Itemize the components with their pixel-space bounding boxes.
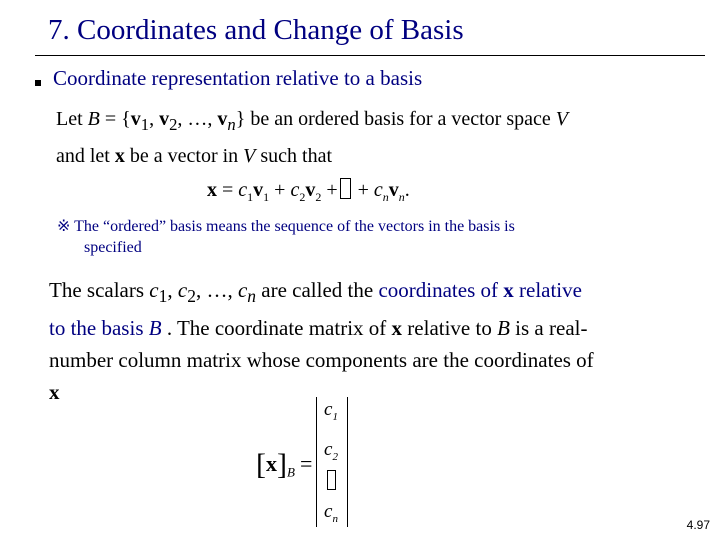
bullet-heading: Coordinate representation relative to a basis: [53, 66, 423, 90]
coordinates-line-2: to the basis B . The coordinate matrix of x relative to B is a real-: [49, 316, 588, 341]
note-line-2: specified: [84, 239, 142, 256]
missing-glyph-icon: [340, 178, 351, 199]
coordinate-matrix: [252, 392, 362, 532]
title-divider: [35, 55, 705, 56]
matrix-entry-c1: $c_1$: [324, 399, 338, 423]
slide-title: 7. Coordinates and Change of Basis: [48, 14, 464, 46]
equals-sign: =: [300, 451, 313, 476]
definition-line-2: and let x be a vector in V such that: [56, 145, 333, 167]
coordinates-line-1: The scalars $c_1$, $c_2$, …, $c_n$ are called the coordinates of x relative: [49, 278, 582, 307]
missing-glyph-icon: [327, 470, 336, 490]
matrix-entry-cn: $c_n$: [324, 501, 338, 525]
bullet-square-icon: [35, 80, 41, 86]
coordinates-line-3: number column matrix whose components are the coordinates of: [49, 348, 594, 373]
note-line-1: ※ The “ordered” basis means the sequence of the vectors in the basis is: [57, 218, 515, 235]
coordinates-line-4: x: [49, 380, 60, 405]
slide-number: 4.97: [686, 518, 710, 532]
coordinate-matrix-lhs: $[x]_B$: [256, 448, 295, 481]
column-matrix: [316, 397, 348, 527]
coordinates-paragraph: [49, 274, 594, 408]
linear-combination-equation: $x = c_1v_1 + c_2v_2$ + + $c_nv_n$.: [207, 179, 410, 204]
definition-line-1: Let $B = \{v_1$, $v_2$, …, $v_n$} be an ordered basis for a vector space V: [56, 108, 568, 134]
matrix-entry-c2: $c_2$: [324, 439, 338, 463]
